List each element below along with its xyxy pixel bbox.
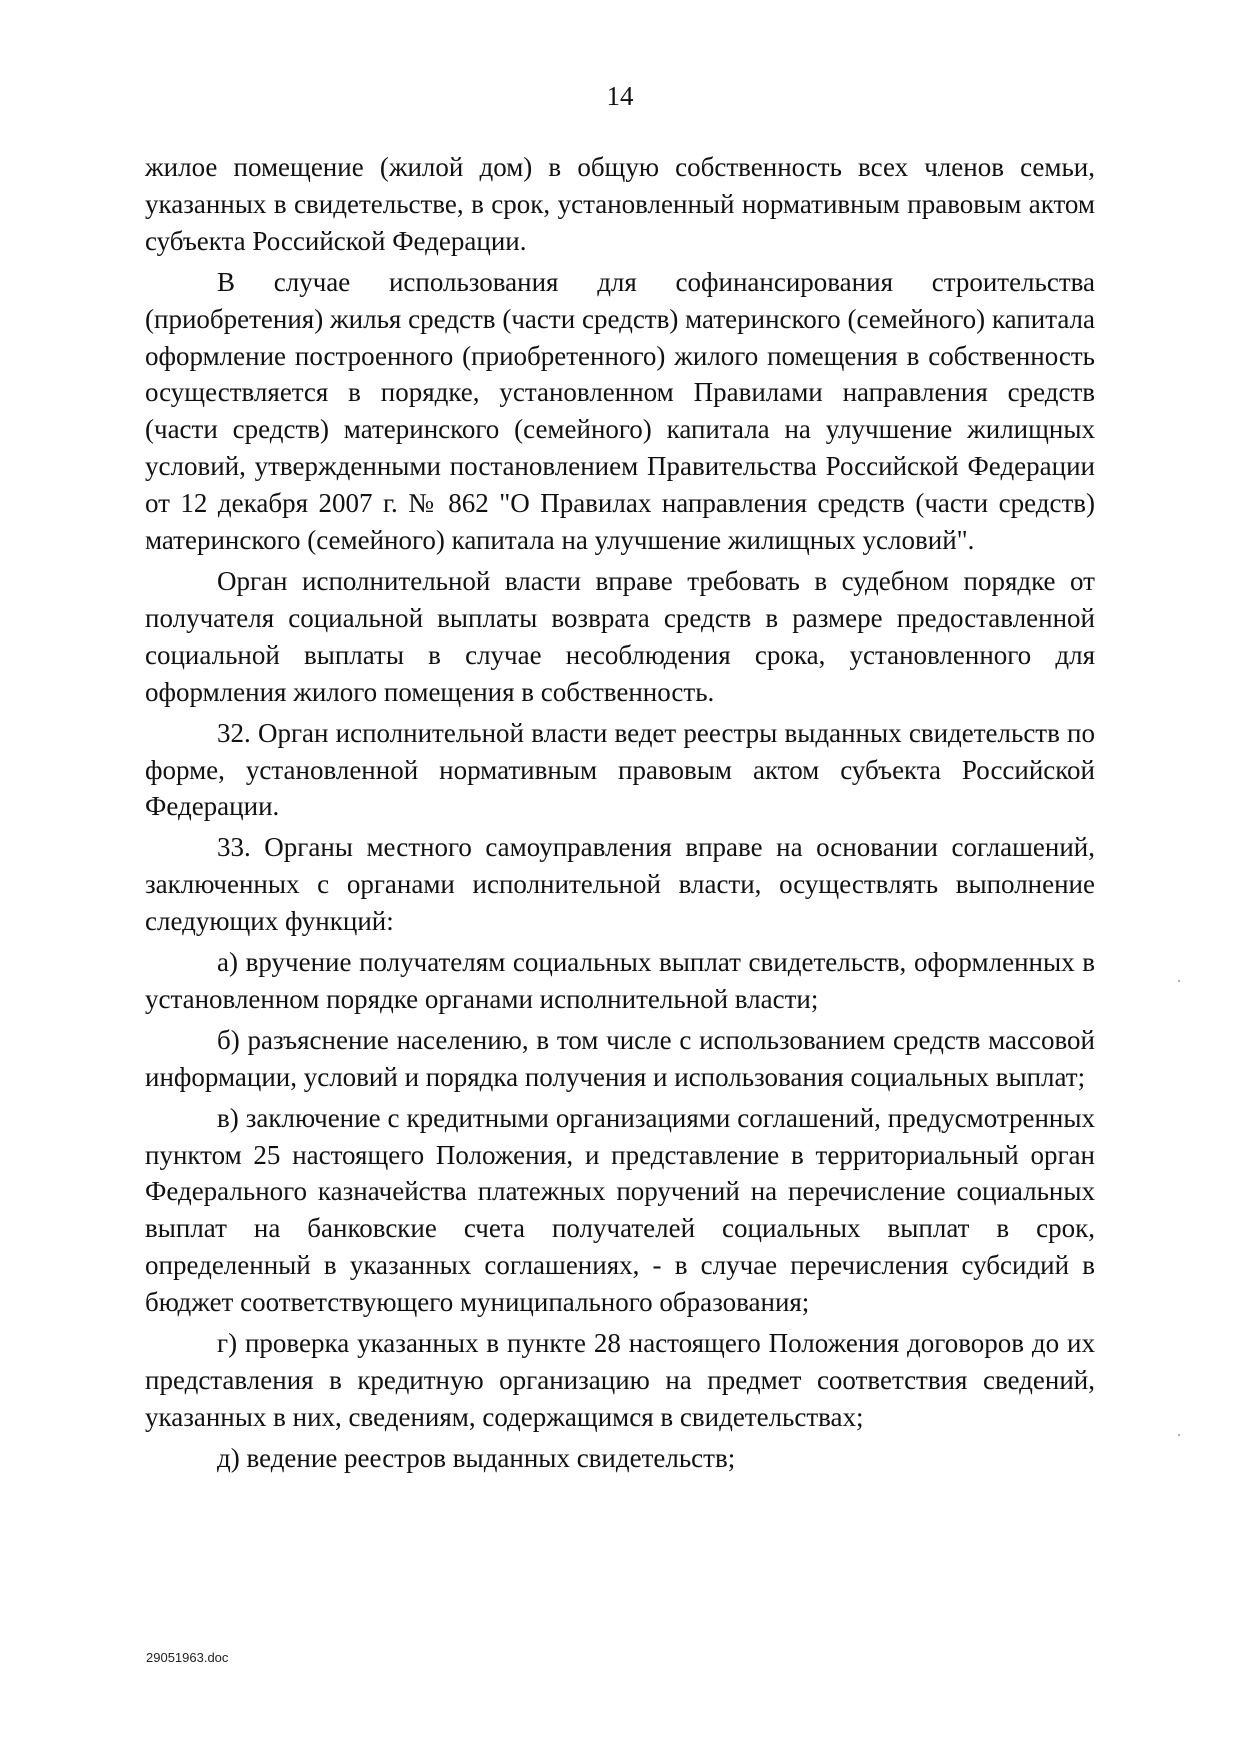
paragraph-maternity-capital: В случае использования для софинансирования строительства (приобретения) жилья средств (части средств) материнского (семейного) капитала оформление построенного (приобретенного) жилого помещения в собственность осуществляется в порядке, установленном Правилами направления средств (части средств) материнского (семейного) капитала на улучшение жилищных условий, утвержденными постановлением Правительства Российской Федерации от 12 декабря 2007 г. № 862 "О Правилах направления средств (части средств) материнского (семейного) капитала на улучшение жилищных условий". (145, 266, 1095, 556)
paragraph-subitem-a: а) вручение получателям социальных выплат свидетельств, оформленных в установленном порядке органами исполнительной власти; (145, 947, 1095, 1014)
paragraph-subitem-b: б) разъяснение населению, в том числе с использованием средств массовой информации, условий и порядка получения и использования социальных выплат; (145, 1024, 1095, 1092)
scan-speck (1178, 980, 1180, 982)
document-body (145, 149, 1095, 1477)
paragraph-item-32: 32. Орган исполнительной власти ведет реестры выданных свидетельств по форме, установленной нормативным правовым актом субъекта Российской Федерации. (145, 717, 1095, 822)
paragraph-subitem-v: в) заключение с кредитными организациями соглашений, предусмотренных пунктом 25 настоящего Положения, и представление в территориальный орган Федерального казначейства платежных поручений на перечисление социальных выплат на банковские счета получателей социальных выплат в срок, определенный в указанных соглашениях, - в случае перечисления субсидий в бюджет соответствующего муниципального образования; (145, 1102, 1095, 1318)
paragraph-continuation: жилое помещение (жилой дом) в общую собственность всех членов семьи, указанных в свидетельстве, в срок, установленный нормативным правовым актом субъекта Российской Федерации. (145, 152, 1095, 256)
paragraph-subitem-g: г) проверка указанных в пункте 28 настоящего Положения договоров до их представления в кредитную организацию на предмет соответствия сведений, указанных в них, сведениям, содержащимся в свидетельствах; (145, 1328, 1095, 1432)
paragraph-item-33: 33. Органы местного самоуправления вправе на основании соглашений, заключенных с органами исполнительной власти, осуществлять выполнение следующих функций: (145, 832, 1095, 937)
paragraph-subitem-d: д) ведение реестров выданных свидетельств; (217, 1442, 736, 1473)
scan-speck (1178, 1434, 1180, 1436)
paragraph-refund-demand: Орган исполнительной власти вправе требовать в судебном порядке от получателя социальной выплаты возврата средств в размере предоставленной социальной выплаты в случае несоблюдения срока, установленного для оформления жилого помещения в собственность. (145, 565, 1095, 707)
page-number: 14 (606, 81, 634, 111)
document-file-code: 29051963.doc (146, 1650, 229, 1665)
